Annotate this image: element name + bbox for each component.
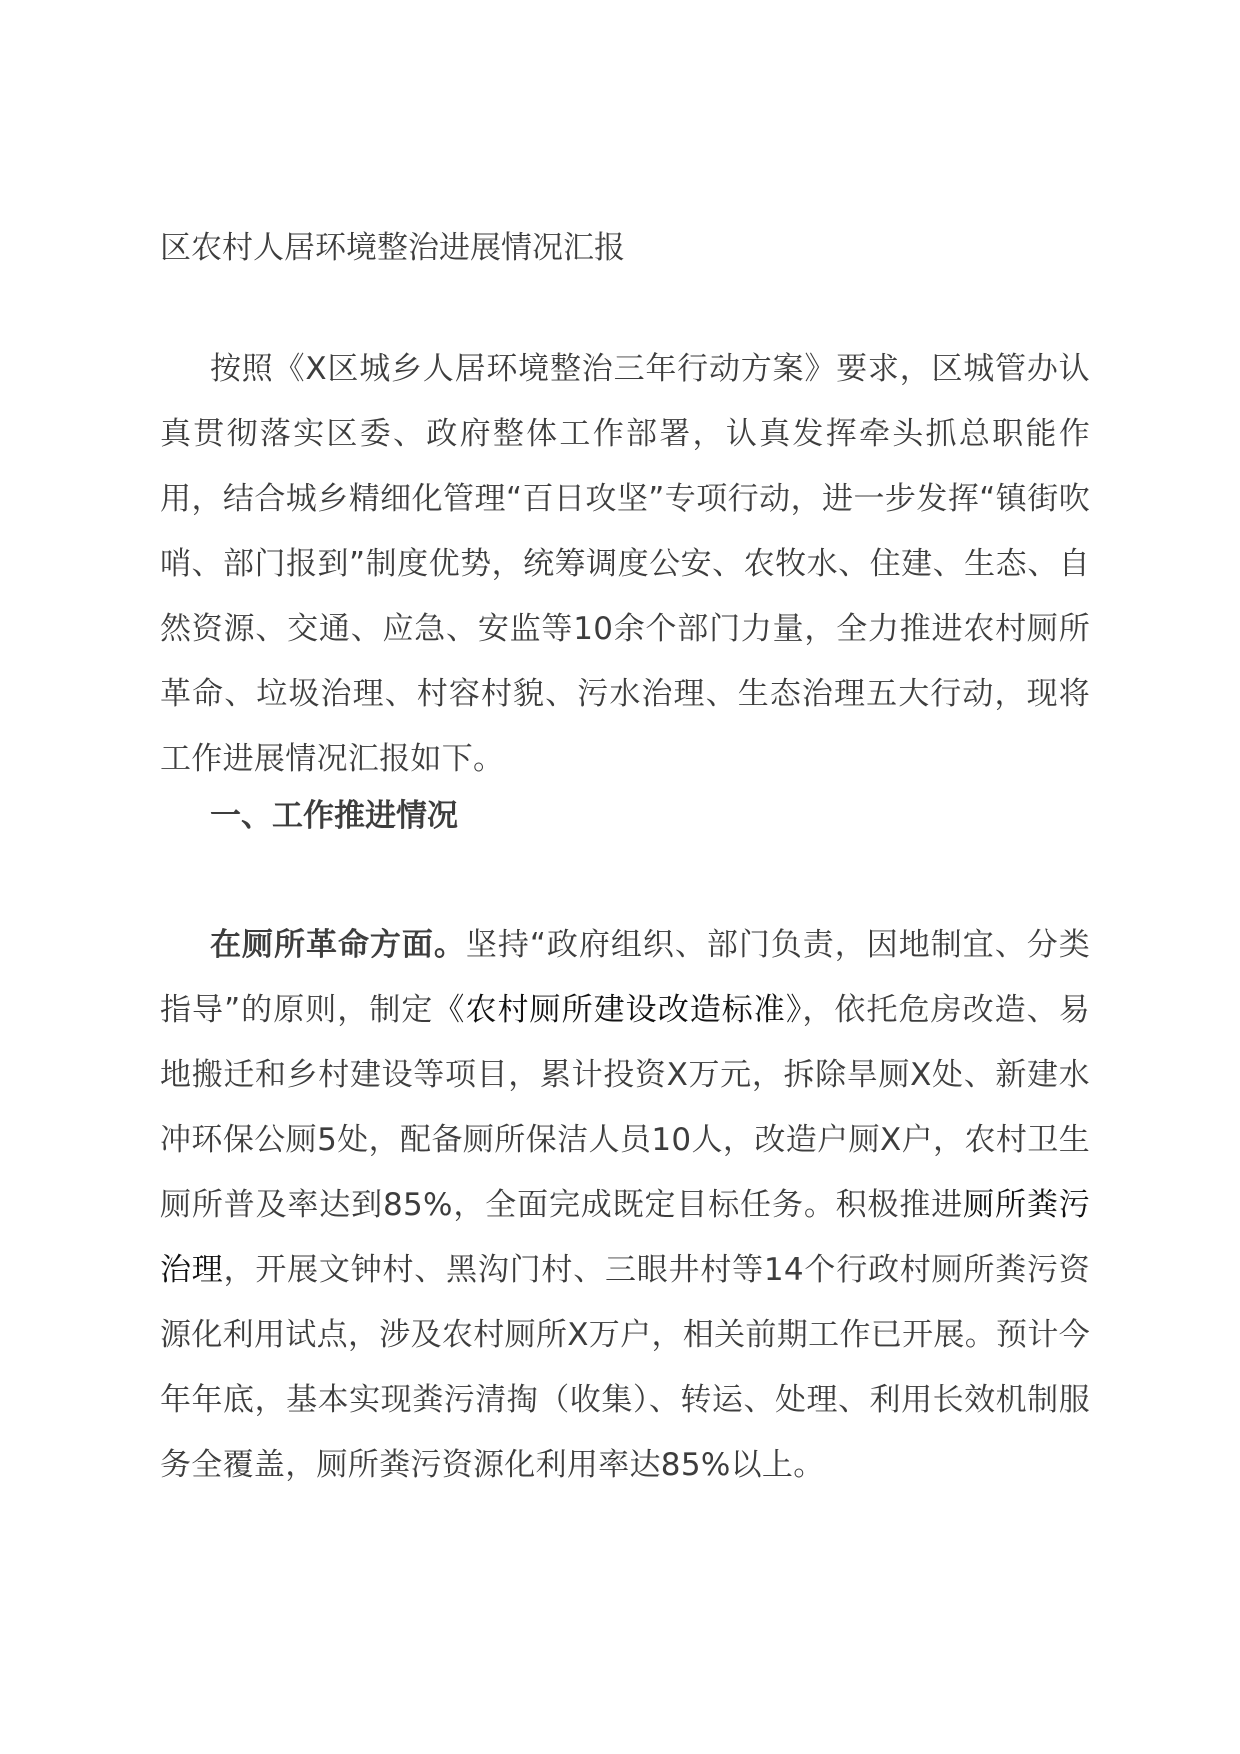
section-heading-work-progress: 一、工作推进情况 xyxy=(210,798,458,834)
toilet-text-2: ，依托危房改造、易地搬迁和乡村建设等项目，累计投资X万元，拆除旱厕X处、新建水冲环保公厕5处，配备厕所保洁人员10人，改造户厕X户，农村卫生厕所普及率达到85%，全面完成既定目标任务。积极推进 xyxy=(160,992,1090,1223)
plan-name: 《X区城乡人居环境整治三年行动方案》 xyxy=(273,351,837,387)
intro-paragraph xyxy=(160,337,1090,792)
toilet-revolution-paragraph xyxy=(160,913,1090,1498)
toilet-text-1: 坚持“政府组织、部门负责，因地制宜、分类指导”的原则，制定 xyxy=(160,927,1090,1028)
document-title: 区农村人居环境整治进展情况汇报 xyxy=(160,230,625,266)
toilet-revolution-lead: 在厕所革命方面。 xyxy=(210,927,466,963)
intro-text-body: 要求，区城管办认真贯彻落实区委、政府整体工作部署，认真发挥牵头抓总职能作用，结合城乡精细化管理“百日攻坚”专项行动，进一步发挥“镇街吹哨、部门报到”制度优势，统筹调度公安、农牧水、住建、生态、自然资源、交通、应急、安监等10余个部门力量，全力推进农村厕所革命、垃圾治理、村容村貌、污水治理、生态治理五大行动，现将工作进展情况汇报如下。 xyxy=(160,351,1090,777)
intro-text-start: 按照 xyxy=(210,351,274,387)
toilet-waste-treatment: 厕所粪污治理 xyxy=(160,1187,1091,1288)
toilet-text-3: ，开展文钟村、黑沟门村、三眼井村等14个行政村厕所粪污资源化利用试点，涉及农村厕所X万户，相关前期工作已开展。预计今年年底，基本实现粪污清掏（收集）、转运、处理、利用长效机制服务全覆盖，厕所粪污资源化利用率达85%以上。 xyxy=(160,1252,1091,1483)
toilet-standard-name: 《农村厕所建设改造标准》 xyxy=(433,992,803,1028)
